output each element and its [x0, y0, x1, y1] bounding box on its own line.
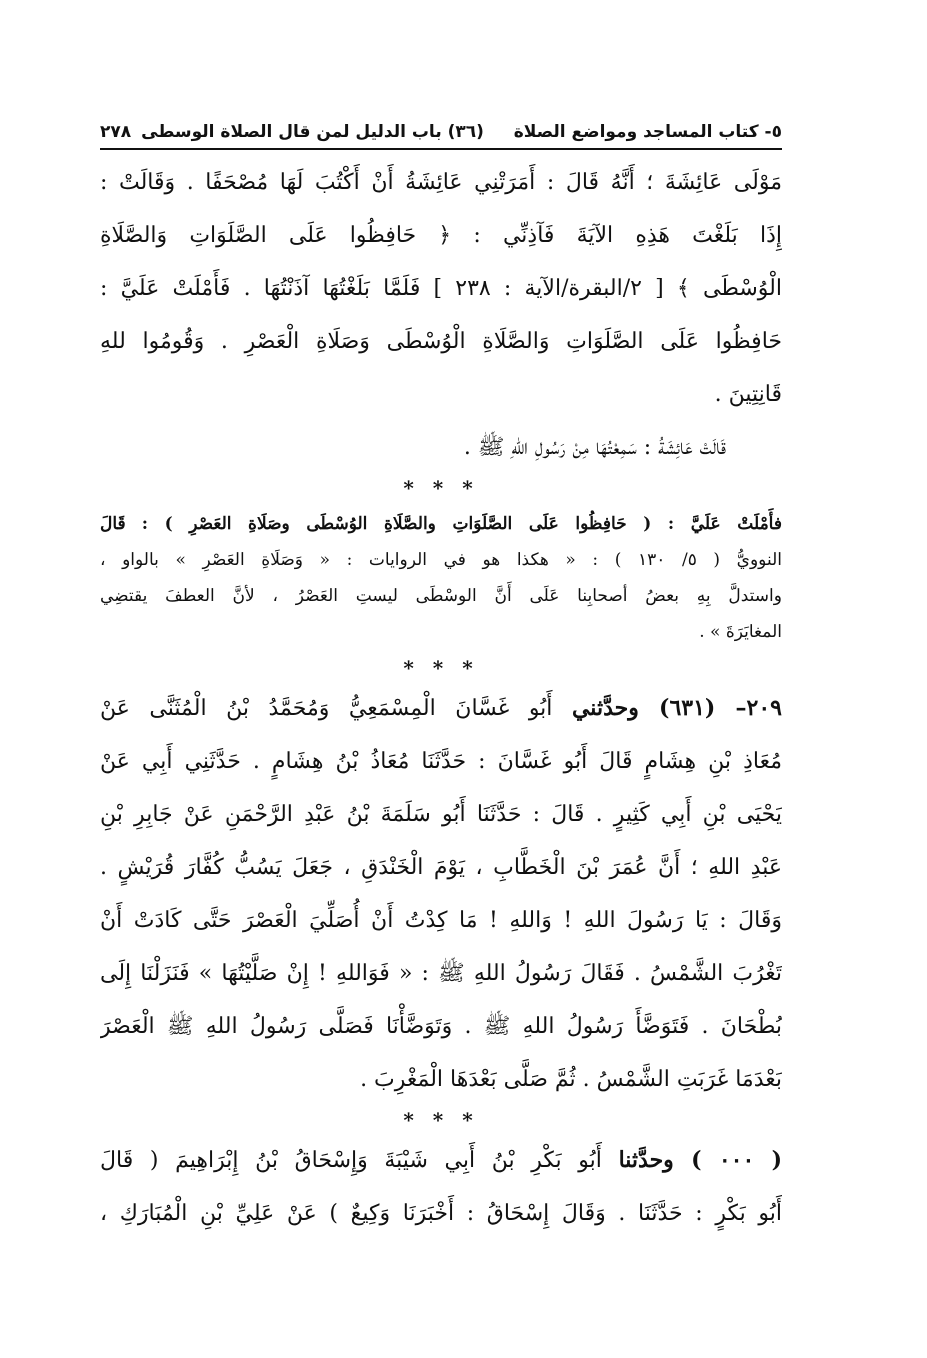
hadith-line	[100, 1134, 782, 1187]
book-page	[100, 108, 782, 1338]
hadith-line: عَبْدِ اللهِ ؛ أَنَّ عُمَرَ بْنَ الْخَطَّابِ ، يَوْمَ الْخَنْدَقِ ، جَعَلَ يَسُبُّ كُفَّارَ قُرَيْشٍ .	[100, 855, 782, 880]
commentary-note	[100, 506, 782, 650]
paragraph-1	[100, 156, 782, 474]
hadith-number: ٢٠٩– (٦٣١) وحدَّثني	[571, 695, 782, 721]
hadith-next	[100, 1134, 782, 1240]
hadith-line: أَبُو بَكْرٍ : حَدَّثَنَا . وَقَالَ إِسْحَاقُ : أَخْبَرَنَا وَكِيعٌ ) عَنْ عَلِيِّ بْنِ الْمُبَارَكِ ،	[100, 1201, 782, 1226]
section-separator: * * *	[403, 656, 479, 680]
hadith-line: تَغْرُبَ الشَّمْسُ . فَقَالَ رَسُولُ اللهِ ﷺ : « فَوَاللهِ ! إِنْ صَلَّيْتُهَا » فَنَزَلْنَا إِلَى	[100, 961, 782, 986]
aisha-statement: قَالَتْ عَائِشَةُ : سَمِعْتُهَا مِنْ رَسُولِ اللهِ ﷺ .	[463, 435, 726, 460]
section-separator: * * *	[403, 1108, 479, 1132]
hadith-line: مُعَاذِ بْنِ هِشَامٍ قَالَ أَبُو غَسَّانَ : حَدَّثَنَا مُعَاذُ بْنُ هِشَامٍ . حَدَّثَنِي أَبِي عَنْ	[100, 749, 782, 774]
hadith-line: يَحْيَى بْنِ أَبِي كَثِيرٍ . قَالَ : حَدَّثَنَا أَبُو سَلَمَةَ بْنُ عَبْدِ الرَّحْمَنِ عَنْ جَابِرِ بْنِ	[100, 802, 782, 827]
text-line: مَوْلَى عَائِشَةَ ؛ أَنَّهُ قَالَ : أَمَرَتْنِي عَائِشَةُ أَنْ أَكْتُبَ لَهَا مُصْحَفًا . وَقَالَتْ :	[100, 170, 782, 195]
note-line: المغايَرَةَ » .	[699, 622, 782, 642]
running-header	[100, 108, 782, 150]
book-title: ٥- كتاب المساجد ومواضع الصلاة	[513, 122, 782, 142]
hadith-text: أَبُو غَسَّانَ الْمِسْمَعِيُّ وَمُحَمَّدُ بْنُ الْمُثَنَّى عَنْ	[100, 696, 553, 721]
hadith-line: بَعْدَمَا غَرَبَتِ الشَّمْسُ . ثُمَّ صَلَّى بَعْدَهَا الْمَغْرِبَ .	[360, 1067, 782, 1092]
text-line: إِذَا بَلَغْتَ هَذِهِ الآيَةَ فَآذِنِّي : ﴿ حَافِظُوا عَلَى الصَّلَوَاتِ وَالصَّلَاةِ	[100, 223, 782, 248]
hadith-number: ( ٠٠٠ ) وحدَّثنا	[618, 1147, 782, 1173]
hadith-line: بُطْحَانَ . فَتَوَضَّأَ رَسُولُ اللهِ ﷺ . وَتَوَضَّأْنَا فَصَلَّى رَسُولُ اللهِ ﷺ الْعَصْرَ	[100, 1014, 782, 1039]
text-line: قَانِتِينَ .	[714, 382, 782, 407]
note-line: واستدلَّ بِهِ بعضُ أصحابِنا عَلَى أَنَّ الوسْطَى ليستِ العَصْرُ ، لأنَّ العطفَ يقتضِي	[100, 586, 782, 606]
note-heading: فأَمْلَتْ عَلَيَّ : ( حَافِظُوا عَلَى الصَّلَوَاتِ والصَّلَاةِ الوُسْطَى وصَلَاةِ العَصْرِ ) :	[141, 514, 782, 534]
hadith-line	[100, 682, 782, 735]
hadith-text: أَبُو بَكْرِ بْنُ أَبِي شَيْبَةَ وَإِسْحَاقُ بْنُ إِبْرَاهِيمَ ( قَالَ	[100, 1148, 602, 1173]
header-left	[100, 122, 484, 142]
chapter-title: (٣٦) باب الدليل لمن قال الصلاة الوسطى	[141, 122, 484, 142]
note-heading-tail: قَالَ	[100, 514, 126, 534]
page-number: ٢٧٨	[100, 122, 132, 142]
hadith-209	[100, 682, 782, 1106]
text-line: الْوُسْطَى ﴾ [ ٢/البقرة/الآية : ٢٣٨ ] فَلَمَّا بَلَغْتُهَا آذَنْتُهَا . فَأَمْلَتْ عَلَيَّ :	[100, 276, 782, 301]
text-line: حَافِظُوا عَلَى الصَّلَوَاتِ وَالصَّلَاةِ الْوُسْطَى وَصَلَاةِ الْعَصْرِ . وَقُومُوا للهِ	[100, 329, 782, 354]
section-separator: * * *	[403, 476, 479, 500]
note-line	[100, 506, 782, 542]
hadith-line: وَقَالَ : يَا رَسُولَ اللهِ ! وَاللهِ ! مَا كِدْتُ أَنْ أُصَلِّيَ الْعَصْرَ حَتَّى كَادَتْ أَنْ	[100, 908, 782, 933]
note-line: النوويُّ ( ٥/ ١٣٠ ) : « هكذا هو في الروايات : « وَصَلَاةِ العَصْرِ » بالواو ،	[100, 550, 782, 570]
